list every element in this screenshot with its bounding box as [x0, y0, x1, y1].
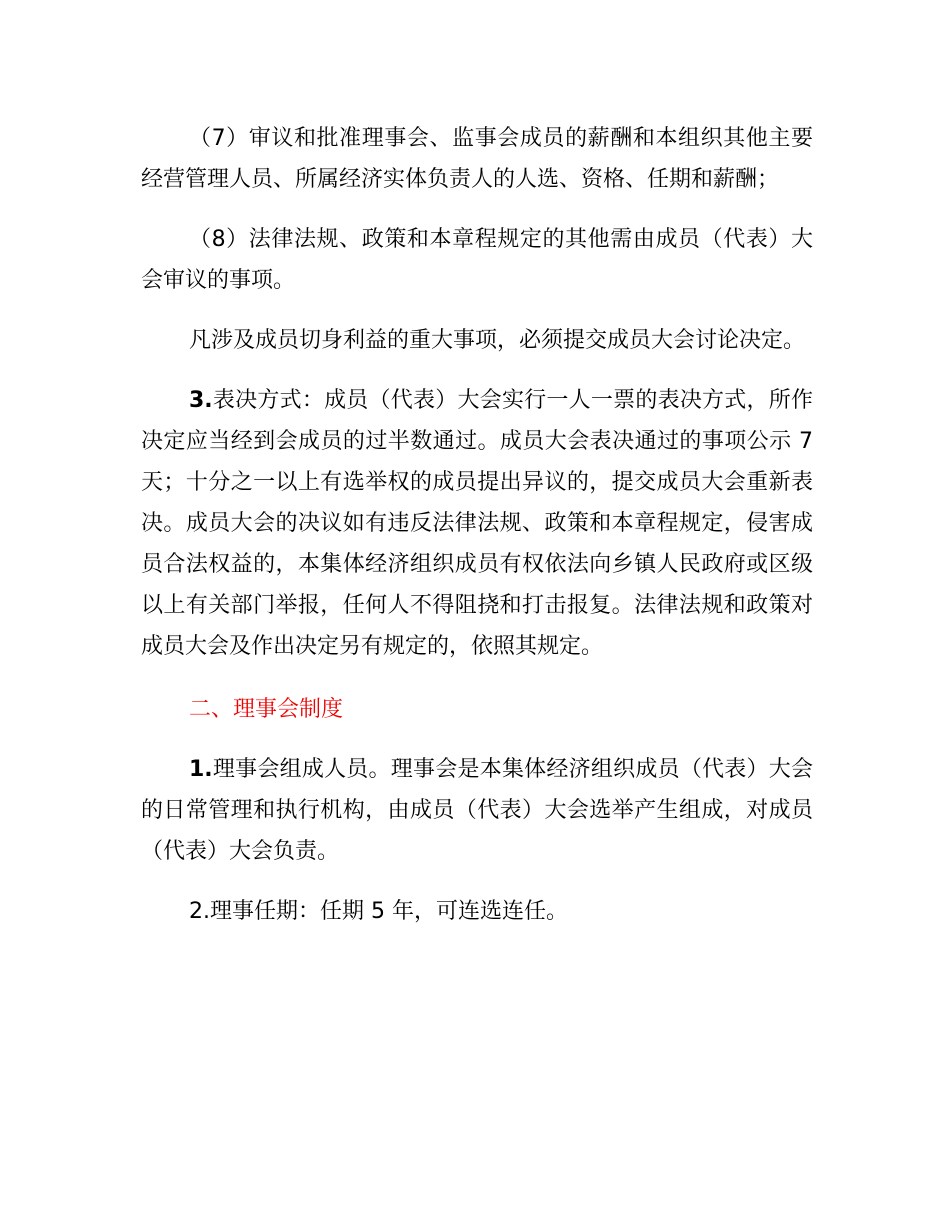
council-members-text: 理事会组成人员。理事会是本集体经济组织成员（代表）大会的日常管理和执行机构，由成员（代表）大会选举产生组成，对成员（代表）大会负责。 — [141, 757, 813, 864]
paragraph-item-8: （8）法律法规、政策和本章程规定的其他需由成员（代表）大会审议的事项。 — [141, 227, 813, 293]
paragraph-major-matters: 凡涉及成员切身利益的重大事项，必须提交成员大会讨论决定。 — [189, 328, 806, 353]
paragraph-council-term: 2.理事任期：任期 5 年，可连选连任。 — [189, 899, 568, 924]
paragraph-council-members — [141, 749, 813, 872]
document-body — [141, 118, 813, 932]
paragraph-voting-method — [141, 380, 813, 667]
council-item-number: 1. — [189, 757, 213, 782]
section-heading: 二、理事会制度 — [189, 697, 344, 722]
voting-method-text: 表决方式：成员（代表）大会实行一人一票的表决方式，所作决定应当经到会成员的过半数通过。成员大会表决通过的事项公示 7 天；十分之一以上有选举权的成员提出异议的，提交成员大会重新表决。成员大会的决议如有违反法律法规、政策和本章程规定，侵害成员合法权益的，本集体经济组织成员有权依法向乡镇人民政府或区级以上有关部门举报，任何人不得阻挠和打击报复。法律法规和政策对成员大会及作出决定另有规定的，依照其规定。 — [141, 388, 813, 659]
voting-item-number: 3. — [189, 388, 213, 413]
paragraph-item-7: （7）审议和批准理事会、监事会成员的薪酬和本组织其他主要经营管理人员、所属经济实体负责人的人选、资格、任期和薪酬； — [141, 126, 813, 192]
